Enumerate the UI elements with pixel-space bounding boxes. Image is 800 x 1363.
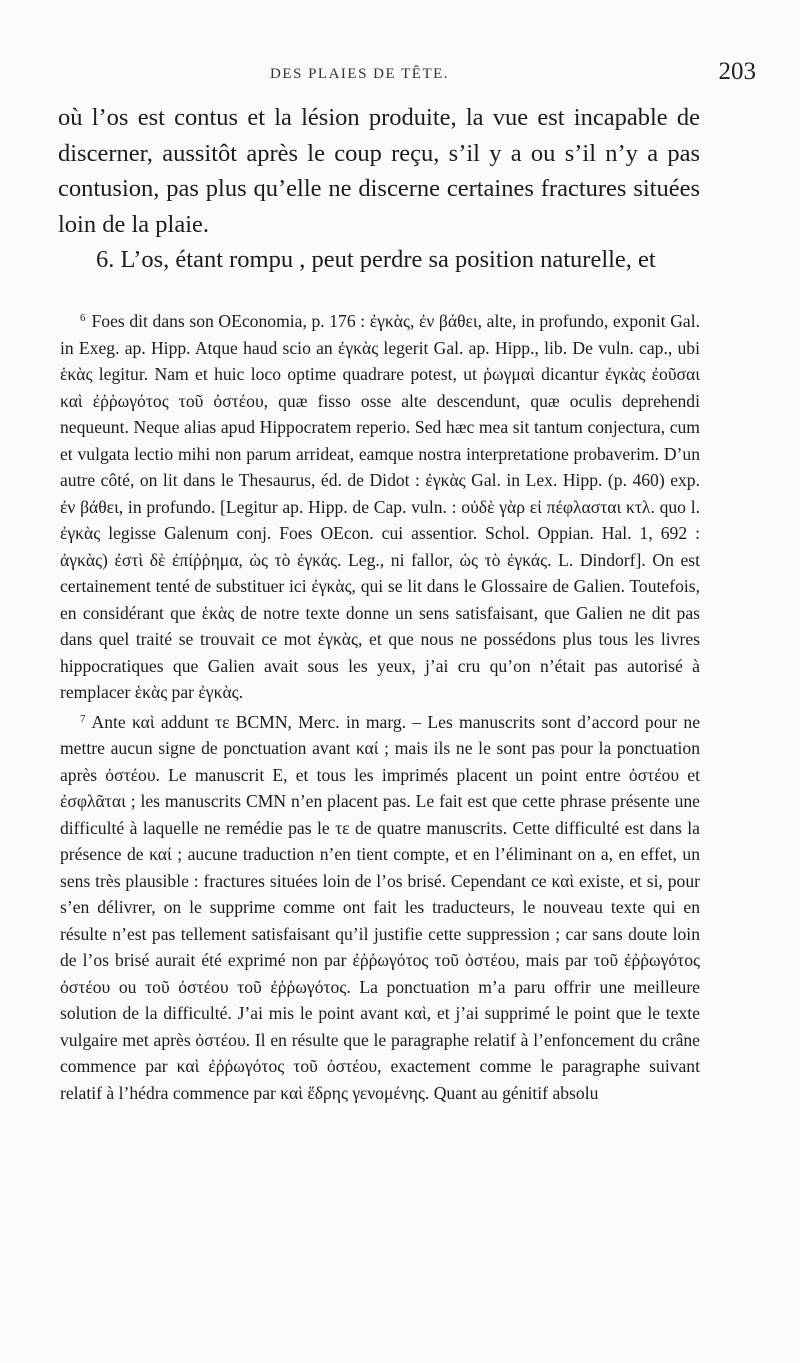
running-head <box>0 58 800 88</box>
page-number: 203 <box>718 58 756 85</box>
footnote-marker: 6 <box>80 312 86 324</box>
footnote-text: Ante καὶ addunt τε BCMN, Merc. in marg. – Les manuscrits sont d’accord pour ne mettre aucun signe de ponctuation avant καί ; mais ils ne le sont pas pour la ponctuation après ὀστέου. Le manuscrit E, et tous les imprimés placent un point entre ὀστέου et ἐσφλᾶται ; les manuscrits CMN n’en placent pas. Le fait est que cette phrase présente une difficulté à laquelle ne remédie pas le τε de quatre manuscrits. Cette difficulté est dans la présence de καί ; aucune traduction n’en tient compte, et en l’éliminant on a, en effet, un sens très plausible : fractures situées loin de l’os brisé. Cependant ce καὶ existe, et si, pour s’en délivrer, on le supprime comme ont fait les traducteurs, le nouveau texte qui en résulte n’est pas tellement satisfaisant qu’il justifie cette suppression ; car sans doute loin de l’os brisé aurait été exprimé non par ἐῤῥωγότος τοῦ ὀστέου, mais par τοῦ ἐῤῥωγότος ὀστέου ou τοῦ ὀστέου τοῦ ἐῤῥωγότος. La ponctuation m’a paru offrir une meilleure solution de la difficulté. J’ai mis le point avant καὶ, et j’ai supprimé le point que le texte vulgaire met après ὀστέου. Il en résulte que le paragraphe relatif à l’enfoncement du crâne commence par καὶ ἐῤῥωγότος τοῦ ὀστέου, exactement comme le paragraphe suivant relatif à l’hédra commence par καὶ ἕδρης γενομένης. Quant au génitif absolu <box>60 711 700 1103</box>
footnotes <box>60 305 700 1106</box>
main-paragraph: où l’os est contus et la lésion produite, la vue est incapable de discerner, aussitôt après le coup reçu, s’il y a ou s’il n’y a pas contusion, pas plus qu’elle ne discerne certaines fractures situées loin de la plaie. <box>58 104 700 238</box>
footnote-text: Foes dit dans son OEconomia, p. 176 : ἐγκὰς, ἐν βάθει, alte, in profundo, exponit Gal. in Exeg. ap. Hipp. Atque haud scio an ἐγκὰς legerit Gal. ap. Hipp., lib. De vuln. cap., ubi ἑκὰς legitur. Nam et huic loco optime quadrare potest, ut ῥωγμαὶ dicantur ἐγκὰς ἐοῦσαι καὶ ἐῤῥωγότος τοῦ ὀστέου, quæ fisso osse alte descendunt, quæ oculis deprehendi nequeunt. Neque alias apud Hippocratem reperio. Sed hæc mea sit tantum conjectura, cum et vulgata lectio mihi non parum arrideat, eamque nostra interpretatione probaverim. D’un autre côté, on lit dans le Thesaurus, éd. de Didot : ἐγκὰς Gal. in Lex. Hipp. (p. 460) exp. ἐν βάθει, in profundo. [Legitur ap. Hipp. de Cap. vuln. : οὐδὲ γὰρ εἰ πέφλασται κτλ. quo l. ἐγκὰς legisse Galenum conj. Foes OEcon. cui assentior. Schol. Oppian. Hal. 1, 692 : ἀγκὰς) ἐστὶ δὲ ἐπίῤῥημα, ὡς τὸ ἐγκάς. Leg., ni fallor, ὡς τὸ ἐγκάς. L. Dindorf]. On est certainement tenté de substituer ici ἐγκὰς, qui se lit dans le Glossaire de Galien. Toutefois, en considérant que ἑκὰς de notre texte donne un sens satisfaisant, que Galien ne dit pas dans quel traité se trouvait ce mot ἐγκὰς, et que nous ne possédons plus tous les livres hippocratiques que Galien avait sous les yeux, j’ai cru qu’on n’était pas autorisé à remplacer ἑκὰς par ἐγκὰς. <box>60 311 700 702</box>
main-paragraph: 6. L’os, étant rompu , peut perdre sa position naturelle, et <box>96 246 656 273</box>
main-text <box>58 100 700 278</box>
footnote <box>60 305 700 706</box>
footnote <box>60 706 700 1107</box>
running-title: DES PLAIES DE TÊTE. <box>270 66 450 82</box>
footnote-marker: 7 <box>80 712 86 725</box>
